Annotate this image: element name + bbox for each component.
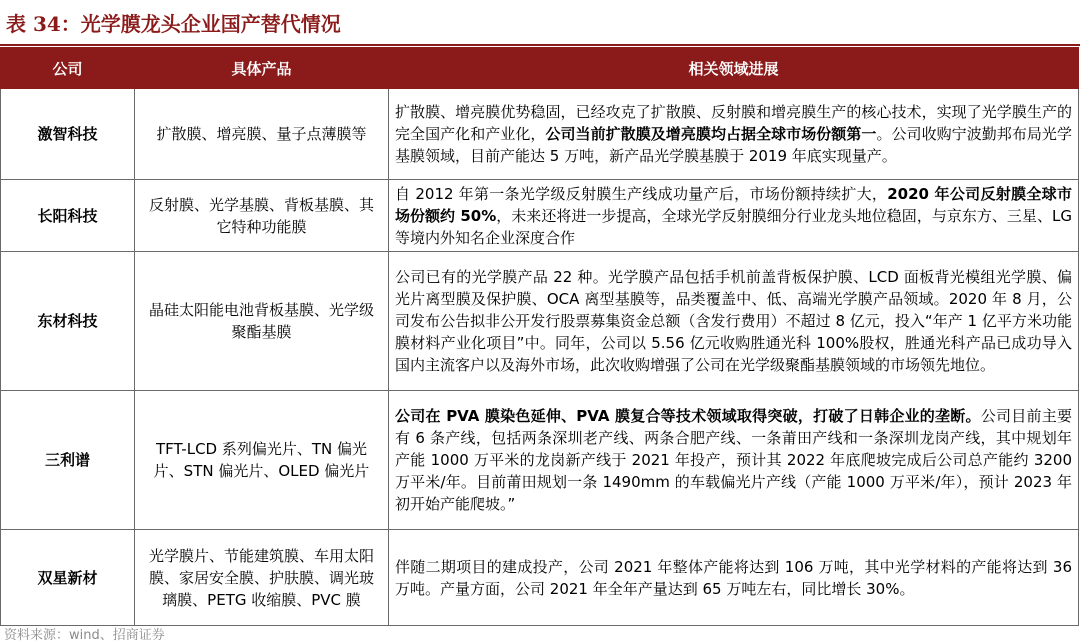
company-cell: 激智科技 [1, 89, 135, 180]
progress-cell [389, 89, 1079, 180]
company-cell: 长阳科技 [1, 180, 135, 252]
table-title-bar [0, 0, 1080, 46]
progress-cell [389, 252, 1079, 391]
progress-highlight: 公司当前扩散膜及增亮膜均占据全球市场份额第一 [545, 125, 877, 143]
progress-cell [389, 391, 1079, 530]
product-cell: 光学膜片、节能建筑膜、车用太阳膜、家居安全膜、护肤膜、调光玻璃膜、PETG 收缩膜、PVC 膜 [135, 530, 389, 626]
company-cell: 东材科技 [1, 252, 135, 391]
table-row [1, 530, 1079, 626]
table-row [1, 180, 1079, 252]
progress-cell [389, 180, 1079, 252]
product-cell: TFT-LCD 系列偏光片、TN 偏光片、STN 偏光片、OLED 偏光片 [135, 391, 389, 530]
progress-text: ，未来还将进一步提高，全球光学反射膜细分行业龙头地位稳固，与京东方、三星、LG 等境内外知名企业深度合作 [395, 206, 1072, 247]
table-row [1, 252, 1079, 391]
table-title: 表 34：光学膜龙头企业国产替代情况 [6, 11, 341, 36]
progress-highlight: 2020 年公司反射膜全球市场份额约 50% [395, 184, 1072, 225]
progress-text: 公司目前主要有 6 条产线，包括两条深圳老产线、两条合肥产线、一条莆田产线和一条深圳龙岗产线，其中规划年产能 1000 万平米的龙岗新产线于 2021 年投产，预计其 2022 年底爬坡完成后公司总产能约 3200 万平米/年。目前莆田规划一条 1490mm 的车载偏光片产线（产能 1000 万平米/年），预计 2023 年初开始产能爬坡。” [395, 407, 1072, 513]
progress-text: 自 2012 年第一条光学级反射膜生产线成功量产后，市场份额持续扩大， [395, 184, 888, 203]
progress-highlight: 公司在 PVA 膜染色延伸、PVA 膜复合等技术领域取得突破，打破了日韩企业的垄断。 [395, 407, 981, 425]
header-progress: 相关领域进展 [389, 48, 1079, 89]
progress-text: 扩散膜、增亮膜优势稳固，已经攻克了扩散膜、反射膜和增亮膜生产的核心技术，实现了光学膜生产的完全国产化和产业化， [395, 103, 1072, 143]
progress-cell [389, 530, 1079, 626]
header-row [1, 48, 1079, 89]
product-cell: 反射膜、光学基膜、背板基膜、其它特种功能膜 [135, 180, 389, 252]
table-row [1, 89, 1079, 180]
product-cell: 扩散膜、增亮膜、量子点薄膜等 [135, 89, 389, 180]
company-cell: 三利谱 [1, 391, 135, 530]
product-cell: 晶硅太阳能电池背板基膜、光学级聚酯基膜 [135, 252, 389, 391]
progress-text: 伴随二期项目的建成投产，公司 2021 年整体产能将达到 106 万吨，其中光学材料的产能将达到 36 万吨。产量方面，公司 2021 年全年产量达到 65 万吨左右，同比增长 30%。 [395, 557, 1072, 598]
header-product: 具体产品 [135, 48, 389, 89]
company-cell: 双星新材 [1, 530, 135, 626]
domestic-substitution-table [0, 47, 1079, 626]
header-company: 公司 [1, 48, 135, 89]
source-note: 资料来源：wind、招商证券 [4, 628, 165, 643]
progress-text: 。公司收购宁波勤邦布局光学基膜领域，目前产能达 5 万吨，新产品光学膜基膜于 2019 年底实现量产。 [395, 125, 1072, 165]
table-row [1, 391, 1079, 530]
progress-text: 公司已有的光学膜产品 22 种。光学膜产品包括手机前盖背板保护膜、LCD 面板背光模组光学膜、偏光片离型膜及保护膜、OCA 离型基膜等，品类覆盖中、低、高端光学膜产品领域。2020 年 8 月，公司发布公告拟非公开发行股票募集资金总额（含发行费用）不超过 8 亿元，投入“年产 1 亿平方米功能膜材料产业化项目”中。同年，公司以 5.56 亿元收购胜通光科 100%股权，胜通光科产品已成功导入国内主流客户以及海外市场，此次收购增强了公司在光学级聚酯基膜领域的市场领先地位。 [395, 268, 1072, 374]
